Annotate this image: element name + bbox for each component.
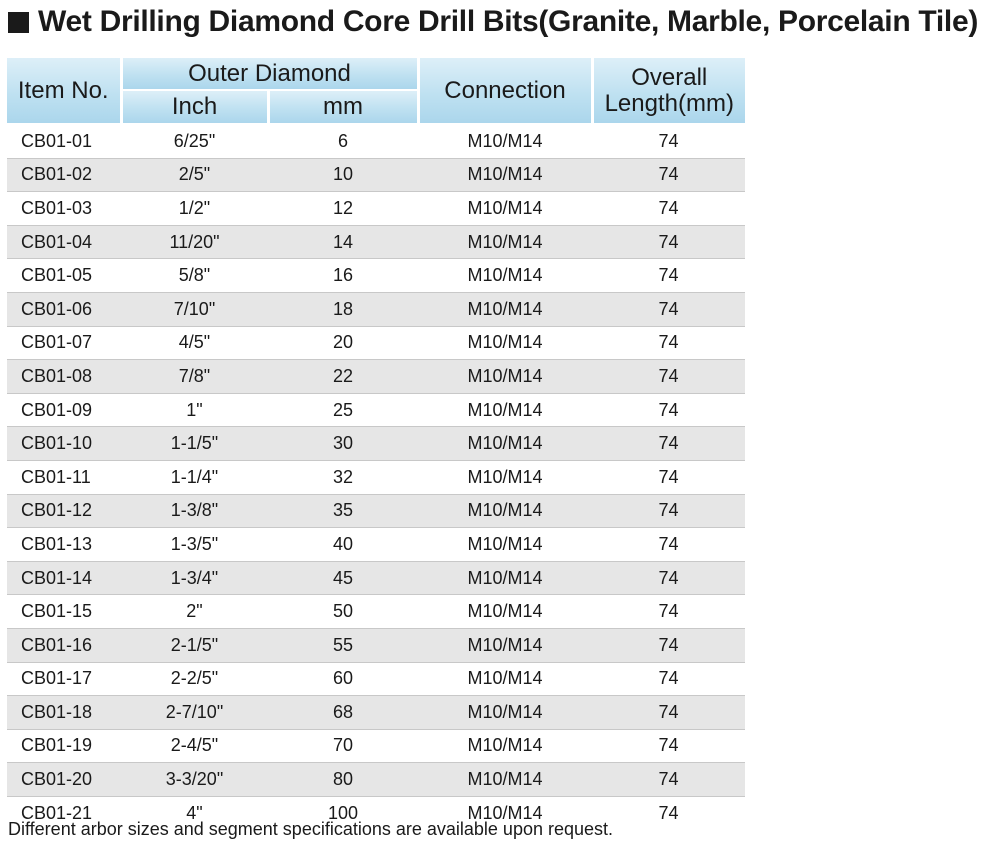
mm-cell: 20 <box>268 326 418 360</box>
mm-cell: 10 <box>268 158 418 192</box>
inch-cell: 1/2" <box>121 192 268 226</box>
length-cell: 74 <box>592 561 745 595</box>
inch-cell: 6/25" <box>121 124 268 158</box>
mm-cell: 45 <box>268 561 418 595</box>
connection-cell: M10/M14 <box>418 192 592 226</box>
mm-cell: 55 <box>268 628 418 662</box>
connection-cell: M10/M14 <box>418 460 592 494</box>
inch-cell: 1" <box>121 393 268 427</box>
mm-cell: 16 <box>268 259 418 293</box>
length-cell: 74 <box>592 662 745 696</box>
table-row <box>7 192 745 226</box>
table-row <box>7 158 745 192</box>
mm-cell: 32 <box>268 460 418 494</box>
item-cell: CB01-13 <box>7 528 121 562</box>
item-cell: CB01-10 <box>7 427 121 461</box>
item-cell: CB01-06 <box>7 292 121 326</box>
mm-cell: 60 <box>268 662 418 696</box>
connection-cell: M10/M14 <box>418 796 592 829</box>
length-cell: 74 <box>592 460 745 494</box>
table-row <box>7 292 745 326</box>
header-inch: Inch <box>121 90 268 124</box>
table-row <box>7 393 745 427</box>
item-cell: CB01-19 <box>7 729 121 763</box>
length-cell: 74 <box>592 427 745 461</box>
length-cell: 74 <box>592 124 745 158</box>
connection-cell: M10/M14 <box>418 494 592 528</box>
table-row <box>7 595 745 629</box>
table-row <box>7 360 745 394</box>
inch-cell: 2-4/5" <box>121 729 268 763</box>
table-row <box>7 561 745 595</box>
item-cell: CB01-02 <box>7 158 121 192</box>
item-cell: CB01-05 <box>7 259 121 293</box>
table-body <box>7 124 745 829</box>
item-cell: CB01-18 <box>7 696 121 730</box>
connection-cell: M10/M14 <box>418 360 592 394</box>
mm-cell: 12 <box>268 192 418 226</box>
table-row <box>7 225 745 259</box>
item-cell: CB01-14 <box>7 561 121 595</box>
footnote: Different arbor sizes and segment specifications are available upon request. <box>8 819 614 839</box>
item-cell: CB01-16 <box>7 628 121 662</box>
table-row <box>7 124 745 158</box>
item-cell: CB01-08 <box>7 360 121 394</box>
header-overall-line1: Overall <box>631 64 708 92</box>
length-cell: 74 <box>592 360 745 394</box>
length-cell: 74 <box>592 192 745 226</box>
inch-cell: 11/20" <box>121 225 268 259</box>
length-cell: 74 <box>592 528 745 562</box>
connection-cell: M10/M14 <box>418 696 592 730</box>
header-row-top <box>7 58 745 90</box>
inch-cell: 1-1/5" <box>121 427 268 461</box>
inch-cell: 1-3/8" <box>121 494 268 528</box>
connection-cell: M10/M14 <box>418 729 592 763</box>
table-row <box>7 259 745 293</box>
mm-cell: 100 <box>268 796 418 829</box>
inch-cell: 4" <box>121 796 268 829</box>
item-cell: CB01-03 <box>7 192 121 226</box>
item-cell: CB01-07 <box>7 326 121 360</box>
length-cell: 74 <box>592 259 745 293</box>
inch-cell: 4/5" <box>121 326 268 360</box>
page-title <box>8 2 978 42</box>
header-mm: mm <box>268 90 418 124</box>
inch-cell: 1-3/4" <box>121 561 268 595</box>
length-cell: 74 <box>592 158 745 192</box>
connection-cell: M10/M14 <box>418 561 592 595</box>
mm-cell: 35 <box>268 494 418 528</box>
length-cell: 74 <box>592 494 745 528</box>
table-row <box>7 628 745 662</box>
square-bullet-icon <box>8 12 29 33</box>
connection-cell: M10/M14 <box>418 528 592 562</box>
table-row <box>7 528 745 562</box>
mm-cell: 68 <box>268 696 418 730</box>
table-row <box>7 427 745 461</box>
page-title-text: Wet Drilling Diamond Core Drill Bits(Granite, Marble, Porcelain Tile) <box>38 5 979 38</box>
mm-cell: 40 <box>268 528 418 562</box>
spec-table <box>7 58 745 829</box>
inch-cell: 2/5" <box>121 158 268 192</box>
header-outer-diamond: Outer Diamond <box>121 58 418 90</box>
header-connection: Connection <box>418 58 592 124</box>
table-row <box>7 460 745 494</box>
inch-cell: 1-3/5" <box>121 528 268 562</box>
length-cell: 74 <box>592 393 745 427</box>
item-cell: CB01-15 <box>7 595 121 629</box>
connection-cell: M10/M14 <box>418 595 592 629</box>
mm-cell: 80 <box>268 763 418 797</box>
length-cell: 74 <box>592 729 745 763</box>
table-row <box>7 729 745 763</box>
item-cell: CB01-12 <box>7 494 121 528</box>
inch-cell: 2" <box>121 595 268 629</box>
inch-cell: 3-3/20" <box>121 763 268 797</box>
header-overall-line2: Length(mm) <box>604 89 734 117</box>
item-cell: CB01-17 <box>7 662 121 696</box>
connection-cell: M10/M14 <box>418 326 592 360</box>
length-cell: 74 <box>592 595 745 629</box>
inch-cell: 7/8" <box>121 360 268 394</box>
mm-cell: 50 <box>268 595 418 629</box>
connection-cell: M10/M14 <box>418 259 592 293</box>
table-row <box>7 662 745 696</box>
mm-cell: 22 <box>268 360 418 394</box>
length-cell: 74 <box>592 763 745 797</box>
mm-cell: 30 <box>268 427 418 461</box>
mm-cell: 70 <box>268 729 418 763</box>
connection-cell: M10/M14 <box>418 427 592 461</box>
connection-cell: M10/M14 <box>418 662 592 696</box>
table-row <box>7 326 745 360</box>
item-cell: CB01-01 <box>7 124 121 158</box>
length-cell: 74 <box>592 696 745 730</box>
item-cell: CB01-04 <box>7 225 121 259</box>
table-row <box>7 494 745 528</box>
header-item-no: Item No. <box>7 58 121 124</box>
inch-cell: 5/8" <box>121 259 268 293</box>
mm-cell: 14 <box>268 225 418 259</box>
connection-cell: M10/M14 <box>418 124 592 158</box>
mm-cell: 18 <box>268 292 418 326</box>
length-cell: 74 <box>592 628 745 662</box>
connection-cell: M10/M14 <box>418 763 592 797</box>
table-row <box>7 696 745 730</box>
length-cell: 74 <box>592 326 745 360</box>
item-cell: CB01-21 <box>7 796 121 829</box>
inch-cell: 7/10" <box>121 292 268 326</box>
length-cell: 74 <box>592 796 745 829</box>
length-cell: 74 <box>592 225 745 259</box>
connection-cell: M10/M14 <box>418 158 592 192</box>
inch-cell: 2-7/10" <box>121 696 268 730</box>
inch-cell: 2-2/5" <box>121 662 268 696</box>
table-row <box>7 763 745 797</box>
length-cell: 74 <box>592 292 745 326</box>
item-cell: CB01-20 <box>7 763 121 797</box>
inch-cell: 1-1/4" <box>121 460 268 494</box>
connection-cell: M10/M14 <box>418 225 592 259</box>
header-overall-length <box>592 58 745 124</box>
item-cell: CB01-09 <box>7 393 121 427</box>
connection-cell: M10/M14 <box>418 393 592 427</box>
connection-cell: M10/M14 <box>418 292 592 326</box>
mm-cell: 6 <box>268 124 418 158</box>
item-cell: CB01-11 <box>7 460 121 494</box>
connection-cell: M10/M14 <box>418 628 592 662</box>
mm-cell: 25 <box>268 393 418 427</box>
inch-cell: 2-1/5" <box>121 628 268 662</box>
